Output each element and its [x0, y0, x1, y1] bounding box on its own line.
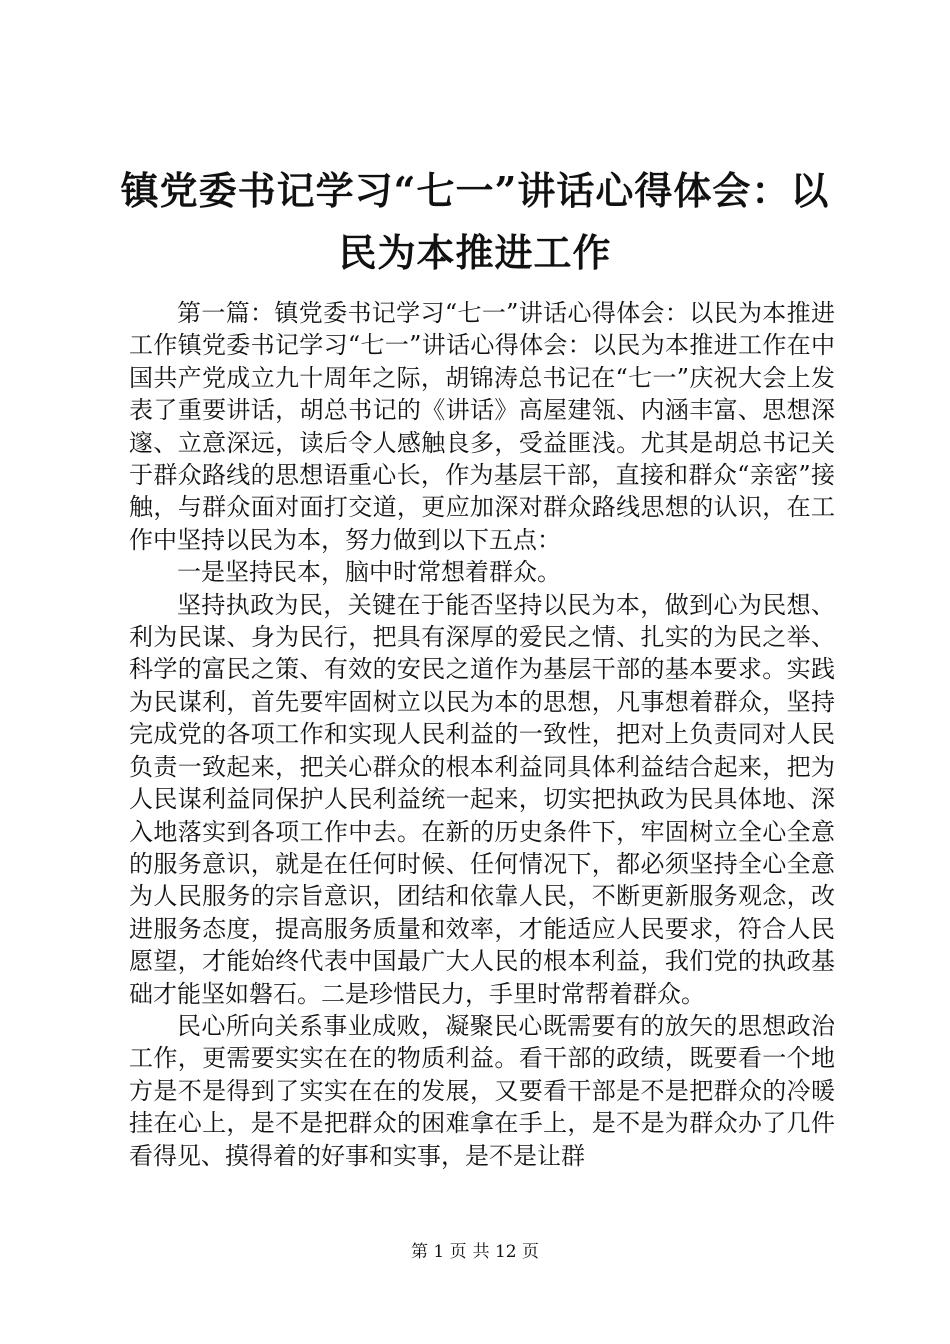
paragraph: 坚持执政为民，关键在于能否坚持以民为本，做到心为民想、利为民谋、身为民行，把具有深厚的爱民之情、扎实的为民之举、科学的富民之策、有效的安民之道作为基层干部的基本要求。实践为民谋利，首先要牢固树立以民为本的思想，凡事想着群众，坚持完成党的各项工作和实现人民利益的一致性，把对上负责同对人民负责一致起来，把关心群众的根本利益同具体利益结合起来，把为人民谋利益同保护人民利益统一起来，切实把执政为民具体地、深入地落实到各项工作中去。在新的历史条件下，牢固树立全心全意的服务意识，就是在任何时候、任何情况下，都必须坚持全心全意为人民服务的宗旨意识，团结和依靠人民，不断更新服务观念，改进服务态度，提高服务质量和效率，才能适应人民要求，符合人民愿望，才能始终代表中国最广大人民的根本利益，我们党的执政基础才能坚如磐石。二是珍惜民力，手里时常帮着群众。	[129, 590, 835, 1008]
paragraph: 第一篇：镇党委书记学习“七一”讲话心得体会：以民为本推进工作镇党委书记学习“七一”讲话心得体会：以民为本推进工作在中国共产党成立九十周年之际，胡锦涛总书记在“七一”庆祝大会上发表了重要讲话，胡总书记的《讲话》高屋建瓴、内涵丰富、思想深邃、立意深远，读后令人感触良多，受益匪浅。尤其是胡总书记关于群众路线的思想语重心长，作为基层干部，直接和群众“亲密”接触，与群众面对面打交道，更应加深对群众路线思想的认识，在工作中坚持以民为本，努力做到以下五点：	[129, 299, 835, 554]
page-total: 共 12 页	[472, 1242, 540, 1262]
document-body	[129, 297, 835, 1172]
page-footer	[0, 1240, 950, 1264]
document-title: 镇党委书记学习“七一”讲话心得体会：以民为本推进工作	[120, 168, 830, 275]
paragraph: 一是坚持民本，脑中时常想着群众。	[177, 558, 561, 587]
page-number: 第 1 页	[410, 1242, 467, 1262]
paragraph: 民心所向关系事业成败，凝聚民心既需要有的放矢的思想政治工作，更需要实实在在的物质利益。看干部的政绩，既要看一个地方是不是得到了实实在在的发展，又要看干部是不是把群众的冷暖挂在心上，是不是把群众的困难拿在手上，是不是为群众办了几件看得见、摸得着的好事和实事，是不是让群	[129, 1011, 835, 1170]
